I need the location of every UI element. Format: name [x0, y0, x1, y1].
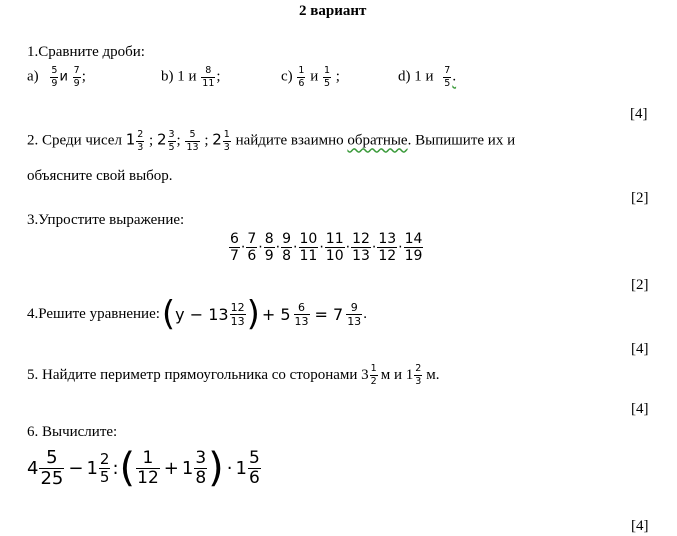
task1-item-c [281, 66, 340, 88]
task5-points: [4] [631, 401, 649, 417]
close-paren: ) [208, 445, 224, 491]
separator: ; [149, 132, 154, 149]
item-a-label: а) [27, 68, 39, 85]
mixed-whole: 1 [86, 457, 98, 479]
mixed-whole: 2 [212, 130, 222, 149]
minus-sign: − [68, 457, 84, 479]
fraction: $\frac{7}{5}$ [444, 65, 451, 89]
task2-suffix-end: . Выпишите их и [407, 132, 516, 149]
task2-suffix: найдите взаимно [235, 132, 344, 149]
division-sign: : [112, 457, 119, 479]
punctuation: . [363, 305, 367, 322]
mixed-whole: 1 [125, 130, 136, 149]
task4-label: 4.Решите уравнение: [27, 305, 160, 322]
product-fraction: $\frac{10}{11}$ [299, 231, 318, 264]
product-fraction: $\frac{8}{9}$ [264, 231, 274, 264]
task2-prefix: 2. Среди чисел [27, 132, 122, 149]
plus-term: + 5 [261, 304, 291, 324]
mixed-whole: 1 [181, 457, 194, 479]
item-d-label: d) 1 и [398, 68, 434, 85]
punctuation: ; [335, 68, 340, 85]
task6-expression [27, 445, 262, 491]
fraction: $\frac{2}{3}$ [137, 129, 144, 153]
multiply-dot: · [275, 239, 281, 256]
fraction: $\frac{1}{2}$ [370, 363, 377, 387]
multiply-dot: · [258, 239, 263, 256]
fraction: $\frac{2}{5}$ [99, 449, 110, 486]
fraction: $\frac{5}{9}$ [51, 65, 58, 89]
product-fraction: $\frac{13}{12}$ [378, 231, 397, 264]
product-fraction: $\frac{9}{8}$ [282, 231, 292, 264]
product-fraction: $\frac{11}{10}$ [325, 231, 344, 264]
plus-sign: + [163, 457, 179, 479]
fraction: $\frac{3}{5}$ [168, 129, 175, 153]
task5-line [27, 364, 440, 386]
task1-item-b [161, 66, 221, 88]
punctuation: ; [81, 68, 86, 85]
close-paren: ) [246, 294, 260, 334]
item-c-label: c) [281, 68, 293, 85]
task2-line1 [27, 130, 515, 152]
variant-title: 2 вариант [299, 3, 367, 19]
task6-points: [4] [631, 518, 649, 534]
fraction: $\frac{5}{13}$ [186, 129, 199, 153]
task2-points: [2] [631, 190, 649, 206]
task3-label: 3.Упростите выражение: [27, 212, 185, 228]
punctuation: ; [216, 68, 221, 85]
task2-line2: объясните свой выбор. [27, 168, 173, 184]
multiply-dot: · [319, 239, 324, 256]
multiply-dot: · [345, 239, 351, 256]
fraction: $\frac{6}{13}$ [294, 300, 309, 328]
task4-points: [4] [631, 341, 649, 357]
task6-label: 6. Вычислите: [27, 424, 118, 440]
fraction: $\frac{5}{6}$ [248, 447, 260, 488]
fraction: $\frac{3}{8}$ [195, 447, 207, 488]
equals-term: = 7 [314, 304, 344, 324]
mixed-whole: 2 [156, 130, 167, 149]
mixed-whole: 4 [27, 457, 39, 479]
multiply-sign: · [226, 457, 233, 479]
multiply-dot: · [398, 239, 403, 256]
task5-prefix: 5. Найдите периметр прямоугольника со сторонами 3 [27, 366, 369, 383]
fraction: $\frac{9}{13}$ [347, 300, 362, 328]
fraction: $\frac{1}{12}$ [137, 447, 159, 488]
product-fraction: $\frac{14}{19}$ [404, 231, 423, 264]
task1-points: [4] [630, 106, 648, 122]
punctuation: . [452, 68, 457, 85]
variable-expression: y − 13 [175, 304, 229, 324]
mixed-whole: 1 [235, 457, 247, 479]
task5-end: м. [426, 366, 440, 383]
product-fraction: $\frac{6}{7}$ [230, 231, 239, 264]
task1-item-d [398, 66, 456, 88]
fraction: $\frac{2}{3}$ [415, 363, 422, 387]
fraction: $\frac{1}{6}$ [298, 65, 305, 89]
item-b-label: b) 1 и [161, 68, 197, 85]
product-fraction: $\frac{12}{13}$ [352, 231, 370, 264]
separator: ; [176, 132, 181, 149]
task5-middle: м и 1 [380, 366, 414, 383]
task4-line [27, 294, 367, 334]
fraction: $\frac{1}{3}$ [223, 129, 230, 153]
task1-item-a [27, 66, 86, 88]
fraction: $\frac{8}{11}$ [202, 65, 215, 89]
multiply-dot: · [371, 239, 377, 256]
conjunction: и [59, 69, 68, 85]
open-paren: ( [161, 294, 176, 334]
multiply-dot: · [293, 239, 298, 256]
fraction: $\frac{7}{9}$ [73, 65, 80, 89]
conjunction: и [310, 68, 319, 85]
multiply-dot: · [240, 239, 246, 256]
task1-label: 1.Сравните дроби: [27, 44, 145, 60]
separator: ; [204, 132, 209, 149]
fraction: $\frac{5}{25}$ [40, 446, 64, 489]
fraction: $\frac{12}{13}$ [230, 300, 245, 328]
product-expression [228, 232, 424, 263]
task3-points: [2] [631, 277, 649, 293]
product-fraction: $\frac{7}{6}$ [247, 231, 257, 264]
open-paren: ( [119, 445, 136, 491]
fraction: $\frac{1}{5}$ [323, 65, 331, 89]
task2-keyword: обратные [347, 132, 408, 149]
